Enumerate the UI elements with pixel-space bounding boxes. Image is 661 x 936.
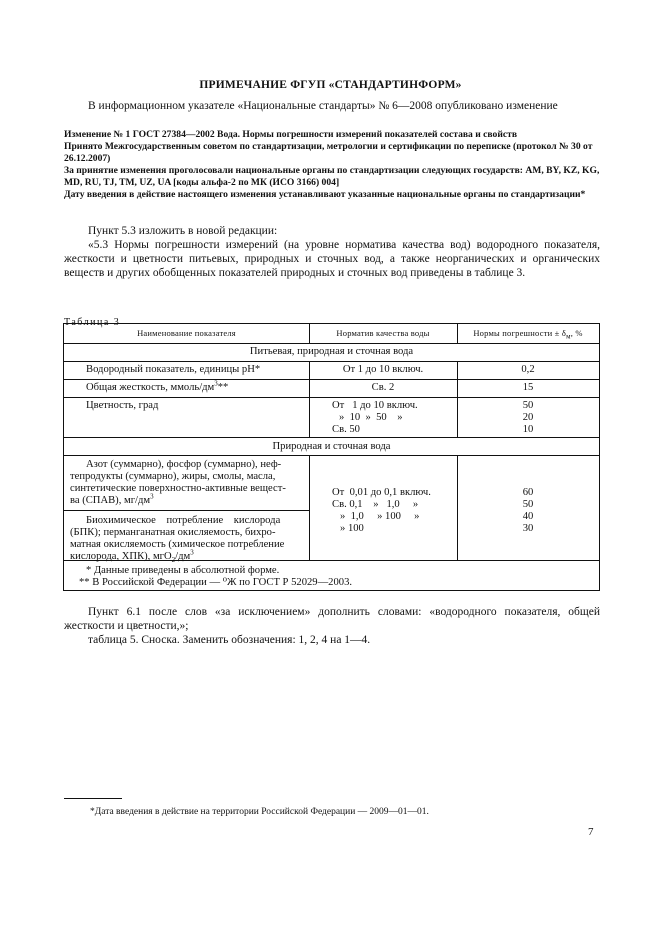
row-ph-name: Водородный показатель, единицы pH* [86, 364, 261, 375]
para-5-3-text: «5.3 Нормы погрешности измерений (на уровне норматива качества вод) водородного показателя, жесткости и цветности питьевых, природных и сточных вод, а также неорганических и органических веществ и других обобщенных показателей природных и сточных вод приведены в таблице 3. [64, 239, 600, 279]
intro-paragraph: В информационном указателе «Национальные стандарты» № 6—2008 опубликовано изменение [88, 100, 558, 112]
header-error: Нормы погрешности ± $\delta_м$, % [473, 328, 583, 341]
para-5-3-intro: Пункт 5.3 изложить в новой редакции: [88, 225, 278, 237]
table-3 [63, 323, 600, 591]
norm2-line1: От 0,01 до 0,1 включ. [332, 487, 431, 498]
row-color-name: Цветность, град [86, 400, 159, 411]
para-table-5: таблица 5. Сноска. Заменить обозначения: 1, 2, 4 на 1—4. [88, 634, 371, 646]
para-6-1: Пункт 6.1 после слов «за исключением» дополнить словами: «водородного показателя, общей жесткости и цветности,»; [64, 606, 600, 632]
header-norm: Норматив качества воды [336, 328, 430, 338]
page-number: 7 [588, 826, 594, 838]
row-color-norm-1: От 1 до 10 включ. [332, 400, 418, 411]
row-bod-line3: матная окисляемость (химическое потребление [70, 539, 285, 550]
norm2-line2: Св. 0,1 » 1,0 » [332, 499, 419, 510]
section-natural: Природная и сточная вода [272, 441, 391, 452]
err2-line4: 30 [522, 523, 534, 534]
row-nitrogen-line3: синтетические поверхностно-активные вещест- [70, 483, 286, 494]
row-nitrogen-line4: ва (СПАВ), $мг/дм^3$ [70, 492, 154, 506]
row-hardness-norm: Св. 2 [371, 382, 395, 393]
change-date: Дату введения в действие настоящего изменения устанавливают указанные национальные органы по стандартизации* [64, 189, 586, 200]
err2-line2: 50 [522, 499, 534, 510]
change-voted: За принятие изменения проголосовали национальные органы по стандартизации следующих государств: AM, BY, KZ, KG, MD, RU, TJ, TM, UZ, UA [коды альфа-2 по МК (ИСО 3166) 004] [64, 165, 600, 188]
change-adopted: Принято Межгосударственным советом по стандартизации, метрологии и сертификации по переписке (протокол № 30 от 26.12.2007) [64, 141, 593, 164]
row-color-norm-2: » 10 » 50 » [339, 412, 403, 423]
table-note-1: * Данные приведены в абсолютной форме. [86, 565, 280, 576]
err2-line3: 40 [522, 511, 534, 522]
change-title: Изменение № 1 ГОСТ 27384—2002 Вода. Нормы погрешности измерений показателей состава и свойств [64, 129, 518, 140]
page-title: ПРИМЕЧАНИЕ ФГУП «СТАНДАРТИНФОРМ» [199, 79, 462, 91]
err2-line1: 60 [522, 487, 534, 498]
row-bod-line1: Биохимическое потребление кислорода [86, 515, 281, 526]
row-nitrogen-line2: тепродукты (суммарно), жиры, смолы, масла, [70, 471, 276, 482]
header-indicator: Наименование показателя [137, 328, 236, 338]
row-color-error-3: 10 [522, 424, 534, 435]
row-ph-error: 0,2 [521, 364, 535, 375]
section-drinking: Питьевая, природная и сточная вода [249, 346, 414, 357]
norm2-line4: » 100 [340, 523, 364, 534]
table-caption: Таблица 3 [64, 317, 121, 328]
row-bod-line2: (БПК); перманганатная окисляемость, бихро- [70, 527, 276, 538]
row-ph-norm: От 1 до 10 включ. [342, 364, 424, 375]
row-color-error-2: 20 [522, 412, 534, 423]
footnote-divider [64, 798, 122, 799]
norm2-line3: » 1,0 » 100 » [340, 511, 420, 522]
row-hardness-name: Общая жесткость, ммоль/$дм^3**$ [86, 379, 229, 393]
row-nitrogen-line1: Азот (суммарно), фосфор (суммарно), неф- [86, 459, 282, 470]
footnote: *Дата введения в действие на территории Российской Федерации — 2009—01—01. [90, 807, 429, 817]
table-note-2: ** В Российской Федерации — ⁰Ж по ГОСТ Р 52029—2003. [79, 577, 353, 588]
row-hardness-error: 15 [522, 382, 534, 393]
row-color-error-1: 50 [522, 400, 534, 411]
row-bod-line4: кислорода, ХПК), $мгО_2/дм^3$ [70, 548, 194, 565]
row-color-norm-3: Св. 50 [332, 424, 360, 435]
